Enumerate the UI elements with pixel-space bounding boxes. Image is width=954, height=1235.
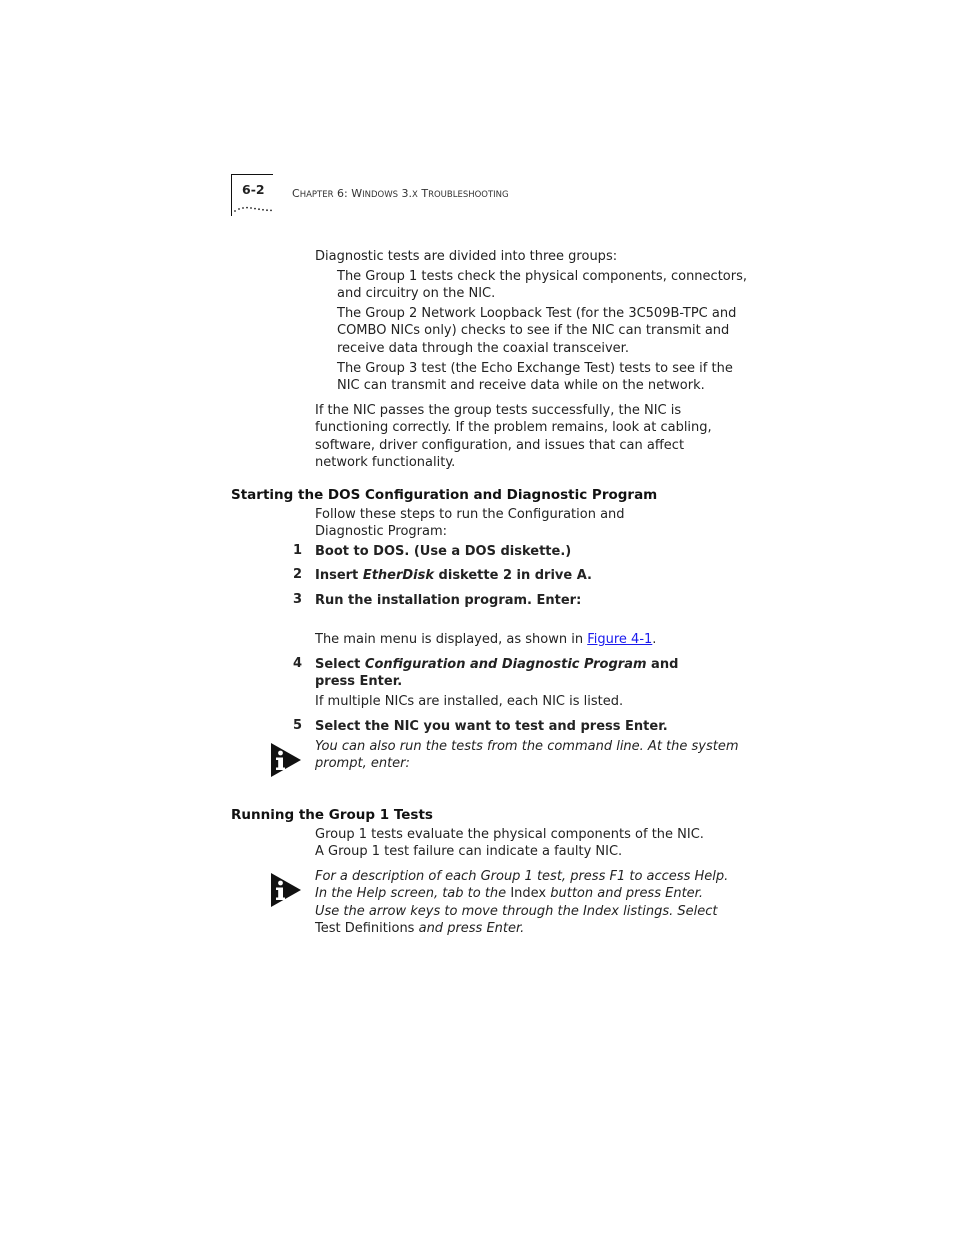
text-line: The Group 1 tests check the physical components, connectors, [337,269,747,284]
page-box-rule-vertical [231,174,232,216]
info-arrow-icon [270,742,302,778]
step-5-text: Select the NIC you want to test and press Enter. [315,719,668,734]
section1-intro [315,506,625,541]
note-text: and press Enter. [414,921,525,937]
page-box-dots-decoration [234,205,276,213]
step-number: 5 [293,718,303,733]
text-line: You can also run the tests from the command line. At the system [315,739,739,754]
step-number: 2 [293,567,303,582]
chapter-header-text: W [351,187,363,200]
text-line [315,885,728,902]
text-line: receive data through the coaxial transceiver. [337,340,629,356]
step-4-line-1 [315,656,678,673]
group-3-description [337,360,733,395]
intro-lead: Diagnostic tests are divided into three groups: [315,249,618,264]
text-line: and circuitry on the NIC. [337,286,496,302]
step-2-text [315,567,592,584]
info-arrow-icon [270,872,302,908]
index-button-label: Index [510,886,547,902]
text-line: A Group 1 test failure can indicate a faulty NIC. [315,844,623,860]
text-line: Use the arrow keys to move through the Index listings. Select [315,903,718,919]
chapter-header-text: 6: [333,187,352,200]
note-help-screen [315,868,728,938]
pass-paragraph [315,402,712,472]
text-line: The Group 3 test (the Echo Exchange Test) tests to see if the [337,361,733,376]
note-text: In the Help screen, tab to the [315,886,511,902]
section2-intro [315,826,704,861]
step-3-text: Run the installation program. Enter: [315,593,582,608]
step-1-text: Boot to DOS. (Use a DOS diskette.) [315,544,572,559]
chapter-running-header [292,182,509,201]
group-1-description [337,268,747,303]
text-line: NIC can transmit and receive data while on the network. [337,378,705,394]
chapter-header-text: INDOWS [362,190,398,200]
text-line: The Group 2 Network Loopback Test (for the 3C509B-TPC and [337,306,737,321]
text-line: network functionality. [315,455,456,471]
text-line: Group 1 tests evaluate the physical components of the NIC. [315,827,704,842]
step-number: 4 [293,656,303,671]
step-text: diskette 2 in drive A. [434,568,592,583]
page-number: 6-2 [242,182,265,197]
section-heading-dos-config: Starting the DOS Configuration and Diagnostic Program [231,487,658,503]
step-number: 1 [293,543,303,558]
result-text: The main menu is displayed, as shown in [315,632,588,647]
text-line: prompt, enter: [315,756,410,772]
text-line: If the NIC passes the group tests successfully, the NIC is [315,403,682,418]
result-text: . [652,632,657,647]
chapter-header-text: 3. [398,187,412,200]
text-line [315,920,728,937]
chapter-header-text: ROUBLESHOOTING [428,190,509,200]
chapter-header-text: C [292,187,300,200]
text-line: software, driver configuration, and issues that can affect [315,437,685,453]
note-text: button and press Enter. [546,886,703,902]
chapter-header-text: T [421,187,429,200]
step-emphasis: EtherDisk [362,568,435,583]
step-4-text [315,656,678,691]
step-3-result [315,631,656,648]
group-2-description [337,305,736,357]
text-line: Follow these steps to run the Configuration and [315,507,625,522]
step-text: Select [315,657,365,672]
section-heading-group-1-tests: Running the Group 1 Tests [231,807,433,823]
text-line: Diagnostic Program: [315,524,448,540]
step-4-result: If multiple NICs are installed, each NIC is listed. [315,694,624,709]
step-text: Insert [315,568,363,583]
chapter-header-text: X [412,190,418,200]
step-text: and [646,657,679,672]
text-line: For a description of each Group 1 test, press F1 to access Help. [315,869,729,884]
text-line: functioning correctly. If the problem remains, look at cabling, [315,420,712,436]
page-box-rule-horizontal [231,174,273,175]
note-command-line [315,738,739,773]
step-4-line-2: press Enter. [315,674,403,690]
step-emphasis: Configuration and Diagnostic Program [364,657,647,672]
figure-4-1-link[interactable]: Figure 4-1 [587,632,653,647]
text-line: COMBO NICs only) checks to see if the NIC can transmit and [337,323,730,339]
test-definitions-label: Test Definitions [315,921,415,937]
chapter-header-text: HAPTER [299,190,334,200]
step-number: 3 [293,592,303,607]
